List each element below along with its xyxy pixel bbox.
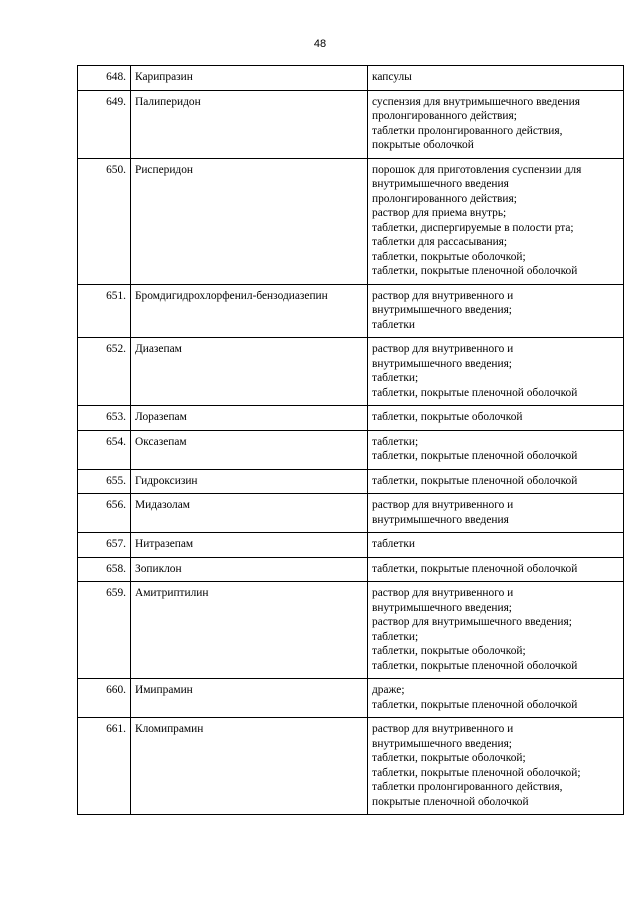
dosage-form-line: раствор для внутривенного и xyxy=(372,499,514,511)
dosage-forms xyxy=(368,557,624,582)
drug-name: Карипразин xyxy=(131,66,368,91)
row-number: 659. xyxy=(78,582,131,679)
dosage-forms xyxy=(368,494,624,533)
drug-name: Рисперидон xyxy=(131,158,368,284)
dosage-form-line: порошок для приготовления суспензии для xyxy=(372,163,582,176)
table-row xyxy=(78,533,624,558)
dosage-forms xyxy=(368,469,624,494)
row-number: 654. xyxy=(78,430,131,469)
dosage-forms xyxy=(368,406,624,431)
drug-name: Лоразепам xyxy=(131,406,368,431)
drug-name: Кломипрамин xyxy=(131,718,368,815)
row-number: 660. xyxy=(78,679,131,718)
row-number: 652. xyxy=(78,338,131,406)
dosage-form-line: суспензия для внутримышечного введения xyxy=(372,95,580,108)
dosage-form-line: таблетки xyxy=(372,318,416,331)
dosage-form-line: внутримышечного введения xyxy=(372,513,509,526)
row-number: 651. xyxy=(78,284,131,338)
dosage-form-line: внутримышечного введения xyxy=(372,178,509,190)
dosage-form-line: таблетки; xyxy=(372,372,419,384)
drug-name: Палиперидон xyxy=(131,90,368,158)
dosage-form-line: пролонгированного действия; xyxy=(372,110,517,122)
table-row xyxy=(78,494,624,533)
drug-name: Бромдигидрохлорфенил-бензодиазепин xyxy=(131,284,368,338)
drug-name: Мидазолам xyxy=(131,494,368,533)
dosage-form-line: раствор для внутримышечного введения; xyxy=(372,616,572,628)
dosage-forms xyxy=(368,533,624,558)
table-row xyxy=(78,679,624,718)
drug-name: Зопиклон xyxy=(131,557,368,582)
table-row xyxy=(78,718,624,815)
dosage-form-line: таблетки, покрытые пленочной оболочкой xyxy=(372,265,578,277)
dosage-forms xyxy=(368,284,624,338)
dosage-form-line: капсулы xyxy=(372,71,412,83)
dosage-form-line: таблетки, покрытые пленочной оболочкой; xyxy=(372,766,581,779)
dosage-forms xyxy=(368,582,624,679)
dosage-form-line: таблетки, покрытые оболочкой xyxy=(372,411,523,423)
dosage-form-line: раствор для внутривенного и xyxy=(372,587,514,599)
dosage-form-line: таблетки; xyxy=(372,630,419,643)
row-number: 655. xyxy=(78,469,131,494)
dosage-form-line: покрытые оболочкой xyxy=(372,139,474,151)
dosage-form-line: таблетки, покрытые пленочной оболочкой xyxy=(372,659,578,672)
dosage-form-line: таблетки, покрытые пленочной оболочкой xyxy=(372,698,578,711)
table-row xyxy=(78,406,624,431)
dosage-form-line: раствор для приема внутрь; xyxy=(372,207,507,219)
drug-table xyxy=(77,65,624,815)
page-number: 48 xyxy=(313,38,327,50)
row-number: 650. xyxy=(78,158,131,284)
dosage-form-line: раствор для внутривенного и xyxy=(372,343,514,355)
drug-name: Амитриптилин xyxy=(131,582,368,679)
dosage-form-line: таблетки, диспергируемые в полости рта; xyxy=(372,221,574,234)
drug-name: Оксазепам xyxy=(131,430,368,469)
dosage-form-line: таблетки, покрытые оболочкой; xyxy=(372,752,526,764)
dosage-forms xyxy=(368,718,624,815)
dosage-form-line: внутримышечного введения; xyxy=(372,601,512,614)
drug-name: Гидроксизин xyxy=(131,469,368,494)
dosage-forms xyxy=(368,66,624,91)
row-number: 657. xyxy=(78,533,131,558)
dosage-form-line: таблетки, покрытые пленочной оболочкой xyxy=(372,562,578,575)
dosage-form-line: таблетки, покрытые пленочной оболочкой xyxy=(372,386,578,399)
dosage-forms xyxy=(368,90,624,158)
dosage-forms xyxy=(368,158,624,284)
dosage-form-line: драже; xyxy=(372,684,405,696)
table-row xyxy=(78,158,624,284)
dosage-form-line: таблетки; xyxy=(372,435,419,448)
dosage-form-line: внутримышечного введения; xyxy=(372,357,512,370)
row-number: 653. xyxy=(78,406,131,431)
dosage-forms xyxy=(368,430,624,469)
dosage-form-line: таблетки, покрытые оболочкой; xyxy=(372,250,526,263)
drug-name: Диазепам xyxy=(131,338,368,406)
dosage-form-line: внутримышечного введения; xyxy=(372,737,512,750)
table-row xyxy=(78,338,624,406)
drug-name: Имипрамин xyxy=(131,679,368,718)
dosage-form-line: раствор для внутривенного и xyxy=(372,723,514,735)
table-row xyxy=(78,284,624,338)
table-row xyxy=(78,557,624,582)
drug-name: Нитразепам xyxy=(131,533,368,558)
row-number: 661. xyxy=(78,718,131,815)
dosage-form-line: покрытые пленочной оболочкой xyxy=(372,795,529,808)
dosage-form-line: таблетки пролонгированного действия, xyxy=(372,781,563,793)
dosage-forms xyxy=(368,338,624,406)
dosage-form-line: внутримышечного введения; xyxy=(372,304,512,316)
row-number: 658. xyxy=(78,557,131,582)
table-row xyxy=(78,90,624,158)
table-row xyxy=(78,66,624,91)
drug-table-body xyxy=(78,66,624,815)
row-number: 656. xyxy=(78,494,131,533)
dosage-form-line: таблетки, покрытые пленочной оболочкой xyxy=(372,474,578,487)
table-row xyxy=(78,469,624,494)
dosage-forms xyxy=(368,679,624,718)
dosage-form-line: таблетки пролонгированного действия, xyxy=(372,124,563,137)
dosage-form-line: таблетки xyxy=(372,538,416,550)
table-row xyxy=(78,430,624,469)
row-number: 649. xyxy=(78,90,131,158)
dosage-form-line: таблетки, покрытые пленочной оболочкой xyxy=(372,450,578,462)
row-number: 648. xyxy=(78,66,131,91)
dosage-form-line: пролонгированного действия; xyxy=(372,192,517,205)
dosage-form-line: таблетки, покрытые оболочкой; xyxy=(372,645,526,657)
dosage-form-line: таблетки для рассасывания; xyxy=(372,236,508,248)
dosage-form-line: раствор для внутривенного и xyxy=(372,289,514,302)
table-row xyxy=(78,582,624,679)
